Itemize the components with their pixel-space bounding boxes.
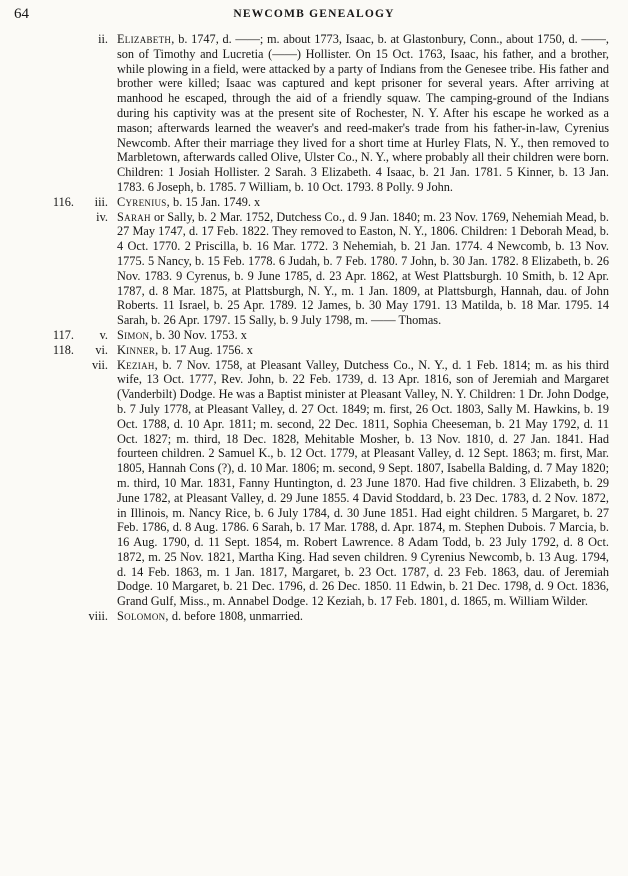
entry-details: b. 17 Aug. 1756. x [158, 342, 253, 357]
page-number: 64 [14, 6, 29, 22]
entry-name: Cyrenius, [117, 194, 170, 209]
entry-text [117, 210, 609, 328]
entry-text [117, 343, 609, 358]
entry-roman-numeral: ii. [98, 32, 108, 46]
entry-solomon [0, 609, 628, 624]
entry-details: b. 30 Nov. 1753. x [152, 327, 247, 342]
entry-roman-numeral: v. [99, 327, 108, 342]
entry-details: b. 15 Jan. 1749. x [169, 194, 261, 209]
entry-text [117, 195, 609, 210]
entry-name: Kinner, [117, 342, 159, 357]
entry-name: Simon, [117, 327, 153, 342]
entry-details: or Sally, b. 2 Mar. 1752, Dutchess Co., d. 9 Jan. 1840; m. 23 Nov. 1769, Nehemiah Mead, b. 27 May 1747, d. 17 Feb. 1822. They removed to Easton, N. Y., 1806. Children: 1 Deborah Mead, b. 4 Oct. 1770. 2 Priscilla, b. 16 Mar. 1772. 3 Nehemiah, b. 21 Jan. 1774. 4 Newcomb, b. 13 Nov. 1775. 5 Nancy, b. 15 Feb. 1778. 6 Judah, b. 7 Feb. 1780. 7 John, b. 30 Jan. 1782. 8 Elizabeth, b. 26 Nov. 1783. 9 Cyrenus, b. 9 June 1785, d. 23 Apr. 1862, at West Plattsburgh. 10 Smith, b. 12 Apr. 1787, d. 8 Mar. 1875, at Plattsburgh, N. Y., m. 1 Jan. 1809, at Plattsburgh, Hannah, dau. of John Roberts. 11 Israel, b. 25 Apr. 1789. 12 James, b. 30 May 1791. 13 Matilda, b. 18 Mar. 1795. 14 Sarah, b. 26 Apr. 1797. 15 Sally, b. 9 July 1798, m. —— Thomas. [117, 209, 609, 328]
entry-text [117, 328, 609, 343]
entry-gen-number: 118. [52, 342, 74, 357]
entry-cyrenius [0, 195, 628, 210]
entry-roman-numeral: iii. [94, 194, 108, 209]
entry-roman-numeral: vi. [95, 342, 108, 357]
entry-roman-numeral: iv. [96, 209, 108, 224]
entry-elizabeth [0, 32, 628, 195]
entry-name: Solomon, [117, 609, 169, 624]
entry-gen-number: 117. [52, 327, 74, 342]
page-header [0, 6, 628, 26]
entry-name: Keziah, [117, 357, 159, 372]
entry-text [117, 32, 609, 195]
entry-details: b. 1747, d. ——; m. about 1773, Isaac, b. at Glastonbury, Conn., about 1750, d. ——, son of Timothy and Lucretia (——) Hollister. On 15 Oct. 1763, Isaac, his father, and a brother, while plowing in a field, were attacked by a party of Indians from the Genesee tribe. His father and brother were killed; Isaac was captured and kept prisoner for several years. After arriving at manhood he escaped, through the aid of a friendly squaw. The camping-ground of the Indians during his captivity was at the present site of Rochester, N. Y. After his escape he worked as a mason; afterwards learned the weaver's and reed-maker's trade from his father-in-law, Cyrenius Newcomb. After their marriage they lived for a short time at Hurley Flats, N. Y., then removed to Marbletown, afterwards called Olive, Ulster Co., N. Y., where probably all their children were born. Children: 1 Josiah Hollister. 2 Sarah. 3 Elizabeth. 4 Isaac, b. 21 Jan. 1781. 5 Kinner, b. 13 Jan. 1783. 6 Joseph, b. 1785. 7 William, b. 10 Oct. 1793. 8 Polly. 9 John. [117, 32, 609, 194]
entry-sarah [0, 210, 628, 328]
entry-name: Elizabeth, [117, 32, 175, 46]
entry-text [117, 358, 609, 610]
entry-gen-number: 116. [52, 194, 74, 209]
entry-roman-numeral: vii. [91, 357, 108, 372]
entry-keziah [0, 358, 628, 610]
entry-roman-numeral: viii. [88, 609, 108, 624]
entry-details: b. 7 Nov. 1758, at Pleasant Valley, Dutchess Co., N. Y., d. 1 Feb. 1814; m. as his third wife, 13 Oct. 1777, Rev. John, b. 22 Feb. 1739, d. 13 Apr. 1816, son of Jeremiah and Margaret (Vanderbilt) Dodge. He was a Baptist minister at Pleasant Valley, N. Y. Children: 1 Dr. John Dodge, b. 7 July 1778, at Pleasant Valley, d. 27 Oct. 1849; m. first, 26 Oct. 1803, Sally M. Hawkins, b. 19 Oct. 1788, d. 10 Apr. 1811; m. second, 22 Dec. 1811, Sophia Cheeseman, b. 21 May 1792, d. 11 Oct. 1827; m. third, 18 Dec. 1828, Mehitable Mosher, b. 13 Nov. 1810, d. 27 Jan. 1841. Had fourteen children. 2 Samuel K., b. 12 Oct. 1779, at Pleasant Valley, d. 12 Sept. 1863; m. first, Mar. 1805, Hannah Cons (?), d. 10 Mar. 1806; m. second, 9 Sept. 1807, Isabella Balding, d. 7 May 1820; m. third, 10 Mar. 1831, Fanny Huntington, d. 23 June 1870. Had five children. 3 Elizabeth, b. 29 June 1782, at Pleasant Valley, d. 29 June 1855. 4 David Stoddard, b. 23 Dec. 1783, d. 2 Nov. 1872, in Illinois, m. Nancy Rice, b. 6 July 1784, d. 30 June 1851. Had eight children. 5 Margaret, b. 27 Feb. 1786, d. 8 Aug. 1786. 6 Sarah, b. 17 Mar. 1788, d. Apr. 1874, m. Stephen Dubois. 7 Marcia, b. 16 Aug. 1790, d. 11 Sept. 1854, m. Robert Lawrence. 8 Adam Todd, b. 23 July 1792, d. 8 Oct. 1872, m. 25 Nov. 1821, Martha King. Had seven children. 9 Cyrenius Newcomb, b. 13 Aug. 1794, d. 14 Feb. 1863, m. 1 Jan. 1817, Margaret, b. 23 Oct. 1787, d. 23 Feb. 1863, dau. of Jeremiah Dodge. 10 Margaret, b. 21 Dec. 1796, d. 26 Dec. 1850. 11 Edwin, b. 21 Dec. 1798, d. 9 Oct. 1836, Grand Gulf, Miss., m. Annabel Dodge. 12 Keziah, b. 17 Feb. 1801, d. 1865, m. William Wilder. [117, 357, 609, 609]
entry-simon [0, 328, 628, 343]
running-title: NEWCOMB GENEALOGY [233, 8, 395, 20]
entry-text [117, 609, 609, 624]
entry-details: d. before 1808, unmarried. [168, 609, 304, 624]
genealogy-entries [0, 32, 628, 624]
entry-name: Sarah [117, 209, 151, 224]
entry-kinner [0, 343, 628, 358]
